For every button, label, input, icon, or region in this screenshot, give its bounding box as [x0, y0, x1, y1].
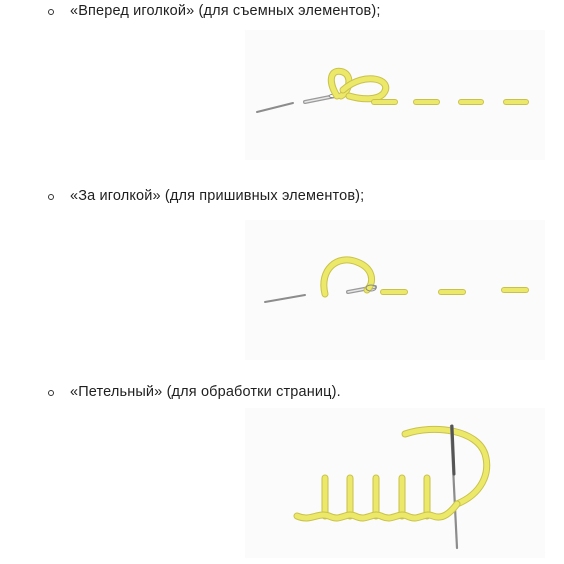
running-stitch-illustration [245, 30, 545, 160]
bullet-icon [48, 9, 54, 15]
backstitch-illustration [245, 220, 545, 360]
list-item-text: «Вперед иголкой» (для съемных элементов); [70, 3, 381, 19]
blanket-stitch-illustration [245, 408, 545, 558]
bullet-icon [48, 390, 54, 396]
list-item-text: «За иголкой» (для пришивных элементов); [70, 188, 365, 204]
bullet-icon [48, 194, 54, 200]
list-item-text: «Петельный» (для обработки страниц). [70, 384, 341, 400]
